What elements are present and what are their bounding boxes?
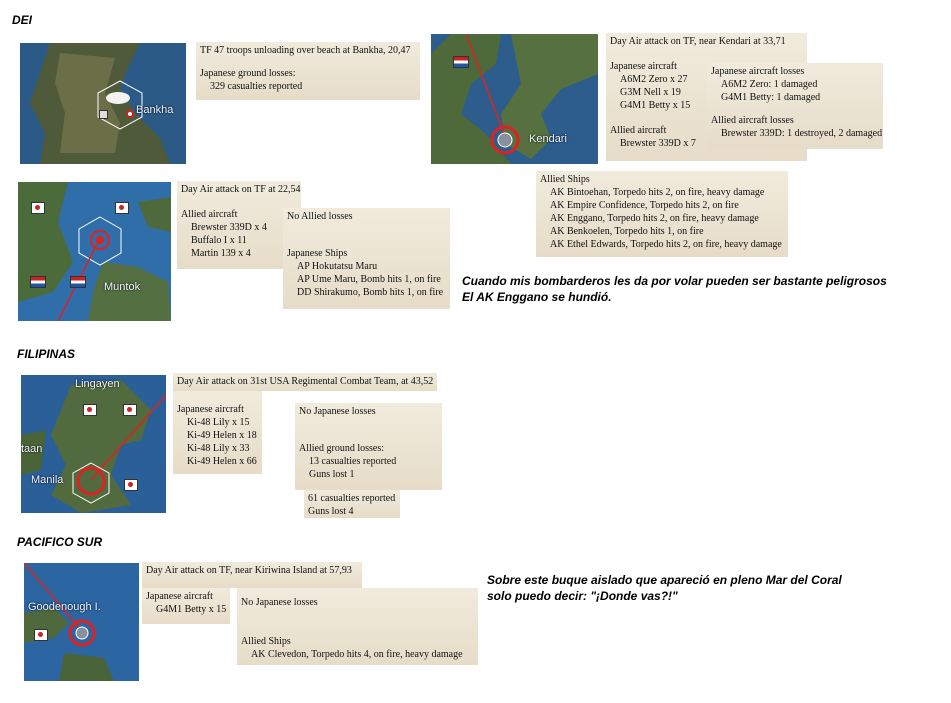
jp-aircraft-header: Japanese aircraft	[177, 404, 244, 415]
comment-line: Cuando mis bombarderos les da por volar pueden ser bastante peligrosos	[462, 274, 887, 288]
report-kiriwina-ships	[237, 588, 478, 665]
map-manila	[21, 375, 166, 513]
aircraft-row: Brewster 339D x 7	[620, 138, 696, 149]
aircraft-row: Brewster 339D x 4	[191, 222, 267, 233]
ship-row: DD Shirakumo, Bomb hits 1, on fire	[297, 287, 444, 298]
report-manila	[173, 373, 437, 391]
jp-aircraft-header: Japanese aircraft	[610, 61, 677, 72]
report-kiriwina-aircraft	[142, 588, 230, 624]
dutch-flag-icon	[70, 276, 86, 288]
ground-losses-header: Allied ground losses:	[299, 443, 384, 454]
aircraft-row: Buffalo I x 11	[191, 235, 247, 246]
comment-line: El AK Enggano se hundió.	[462, 290, 612, 304]
cloud-icon	[106, 92, 130, 104]
aircraft-row: G4M1 Betty x 15	[156, 604, 227, 615]
ships-header: Allied Ships	[540, 174, 590, 185]
ships-header: Allied Ships	[241, 636, 291, 647]
map-muntok	[18, 182, 171, 321]
map-label-muntok: Muntok	[104, 281, 141, 293]
aircraft-row: G4M1 Betty x 15	[620, 100, 691, 111]
ship-row: AP Ume Maru, Bomb hits 1, on fire	[297, 274, 441, 285]
no-losses-label: No Japanese losses	[299, 406, 376, 417]
japanese-flag-icon	[34, 629, 48, 641]
ship-row: AK Empire Confidence, Torpedo hits 2, on fire	[550, 200, 739, 211]
aircraft-row: Ki-48 Lily x 33	[187, 443, 250, 454]
report-muntok-ships	[283, 208, 450, 309]
ship-row: AK Ethel Edwards, Torpedo hits 2, on fire, heavy damage	[550, 239, 782, 250]
ship-row: AK Enggano, Torpedo hits 2, on fire, heavy damage	[550, 213, 759, 224]
map-label-bankha: Bankha	[136, 104, 174, 116]
losses-value: 329 casualties reported	[210, 81, 303, 92]
map-kendari	[431, 34, 598, 164]
ship-row: AK Bintoehan, Torpedo hits 2, on fire, heavy damage	[550, 187, 765, 198]
unit-icon	[99, 110, 108, 119]
aircraft-row: Ki-49 Helen x 66	[187, 456, 257, 467]
map-goodenough	[24, 563, 139, 681]
ships-header: Japanese Ships	[287, 248, 348, 259]
map-label-goodenough: Goodenough I.	[28, 601, 101, 613]
jp-losses-header: Japanese aircraft losses	[711, 66, 805, 77]
ship-row: AK Clevedon, Torpedo hits 4, on fire, heavy damage	[251, 649, 463, 660]
section-filipinas: FILIPINAS	[17, 347, 76, 361]
aircraft-row: Ki-49 Helen x 18	[187, 430, 257, 441]
loss-row: Brewster 339D: 1 destroyed, 2 damaged	[721, 128, 883, 139]
casualties-row: 61 casualties reported	[308, 493, 396, 504]
guns-row: Guns lost 4	[308, 506, 354, 517]
guns-row: Guns lost 1	[309, 469, 355, 480]
map-label-taan: taan	[21, 443, 43, 455]
map-label-kendari: Kendari	[529, 133, 567, 145]
map-bankha	[20, 43, 186, 164]
allied-aircraft-header: Allied aircraft	[610, 125, 667, 136]
japanese-flag-icon	[83, 404, 97, 416]
report-title: Day Air attack on TF, near Kendari at 33,71	[610, 36, 786, 47]
dutch-flag-icon	[453, 56, 469, 68]
ship-row: AP Hokutatsu Maru	[297, 261, 378, 272]
japanese-flag-icon	[124, 479, 138, 491]
report-title: Day Air attack on TF at 22,54	[181, 184, 301, 195]
report-title: TF 47 troops unloading over beach at Bankha, 20,47	[200, 45, 411, 56]
japanese-flag-icon	[115, 202, 129, 214]
report-manila-aircraft	[173, 391, 262, 474]
report-bankha	[196, 42, 420, 100]
comment-coral-sea	[487, 572, 842, 604]
loss-row: G4M1 Betty: 1 damaged	[721, 92, 821, 103]
jp-aircraft-header: Japanese aircraft	[146, 591, 213, 602]
loss-row: A6M2 Zero: 1 damaged	[721, 79, 818, 90]
map-label-manila: Manila	[31, 474, 64, 486]
dutch-flag-icon	[30, 276, 46, 288]
japanese-flag-icon	[126, 110, 134, 118]
japanese-flag-icon	[123, 404, 137, 416]
report-kendari-ships	[536, 171, 788, 257]
comment-line: solo puedo decir: "¡Donde vas?!"	[487, 589, 678, 603]
report-title: Day Air attack on 31st USA Regimental Combat Team, at 43,52	[177, 376, 434, 387]
ship-row: AK Benkoelen, Torpedo hits 1, on fire	[550, 226, 704, 237]
japanese-flag-icon	[31, 202, 45, 214]
report-title: Day Air attack on TF, near Kiriwina Island at 57,93	[146, 565, 352, 576]
comment-line: Sobre este buque aislado que apareció en pleno Mar del Coral	[487, 573, 842, 587]
casualties-row: 13 casualties reported	[309, 456, 397, 467]
report-manila-losses-2	[304, 490, 400, 518]
no-losses-label: No Allied losses	[287, 211, 353, 222]
aircraft-row: G3M Nell x 19	[620, 87, 681, 98]
report-kiriwina	[142, 562, 362, 588]
no-losses-label: No Japanese losses	[241, 597, 318, 608]
aircraft-row: Martin 139 x 4	[191, 248, 251, 259]
aircraft-row: Ki-48 Lily x 15	[187, 417, 250, 428]
map-label-lingayen: Lingayen	[75, 378, 120, 390]
report-kendari-losses	[707, 63, 883, 149]
section-pacifico-sur: PACIFICO SUR	[17, 535, 103, 549]
section-dei: DEI	[12, 13, 33, 27]
report-manila-losses	[295, 403, 442, 490]
allied-aircraft-header: Allied aircraft	[181, 209, 238, 220]
aircraft-row: A6M2 Zero x 27	[620, 74, 688, 85]
allied-losses-header: Allied aircraft losses	[711, 115, 794, 126]
comment-bombers	[462, 273, 887, 305]
losses-header: Japanese ground losses:	[200, 68, 296, 79]
